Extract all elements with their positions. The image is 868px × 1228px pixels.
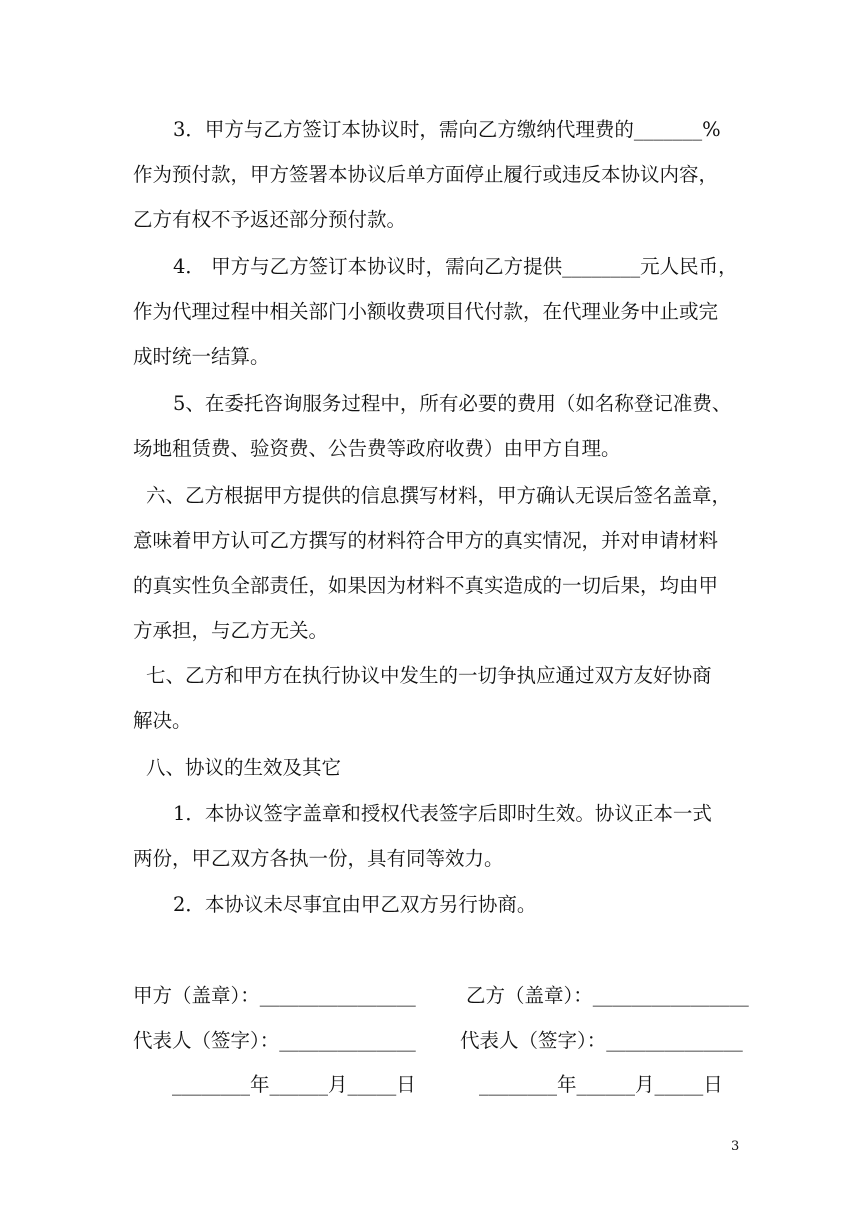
party-b-seal-field: 乙方（盖章）：________________ <box>466 984 749 1007</box>
section-8-item-1-line-2: 两份，甲乙双方各执一份，具有同等效力。 <box>133 847 504 870</box>
section-8-item-1-line-1: 1．本协议签字盖章和授权代表签字后即时生效。协议正本一式 <box>173 802 712 825</box>
party-a-date-field: ________年______月_____日 <box>172 1073 416 1096</box>
clause-3-line-2: 作为预付款，甲方签署本协议后单方面停止履行或违反本协议内容， <box>133 163 719 186</box>
party-a-seal-field: 甲方（盖章）：________________ <box>133 984 416 1007</box>
page-number: 3 <box>731 1139 740 1154</box>
party-b-date-field: ________年______月_____日 <box>479 1073 723 1096</box>
section-7-line-1: 七、乙方和甲方在执行协议中发生的一切争执应通过双方友好协商 <box>146 664 712 687</box>
section-8-item-2: 2．本协议未尽事宜由甲乙双方另行协商。 <box>173 893 537 916</box>
party-a-representative-field: 代表人（签字）：______________ <box>133 1029 416 1052</box>
section-7-line-2: 解决。 <box>133 709 192 732</box>
clause-4-line-1: 4． 甲方与乙方签订本协议时，需向乙方提供________元人民币， <box>173 255 738 278</box>
clause-4-line-2: 作为代理过程中相关部门小额收费项目代付款，在代理业务中止或完 <box>133 300 719 323</box>
clause-3-line-3: 乙方有权不予返还部分预付款。 <box>133 208 407 231</box>
clause-3-line-1: 3．甲方与乙方签订本协议时，需向乙方缴纳代理费的_______% <box>173 118 721 141</box>
party-b-representative-field: 代表人（签字）：______________ <box>460 1029 743 1052</box>
section-6-line-2: 意味着甲方认可乙方撰写的材料符合甲方的真实情况，并对申请材料 <box>133 529 719 552</box>
clause-5-line-2: 场地租赁费、验资费、公告费等政府收费）由甲方自理。 <box>133 437 621 460</box>
section-6-line-3: 的真实性负全部责任，如果因为材料不真实造成的一切后果，均由甲 <box>133 574 719 597</box>
clause-5-line-1: 5、在委托咨询服务过程中，所有必要的费用（如名称登记准费、 <box>173 392 732 415</box>
section-6-line-1: 六、乙方根据甲方提供的信息撰写材料，甲方确认无误后签名盖章， <box>146 484 732 507</box>
section-6-line-4: 方承担，与乙方无关。 <box>133 619 329 642</box>
section-8-heading: 八、协议的生效及其它 <box>146 756 342 779</box>
clause-4-line-3: 成时统一结算。 <box>133 345 270 368</box>
